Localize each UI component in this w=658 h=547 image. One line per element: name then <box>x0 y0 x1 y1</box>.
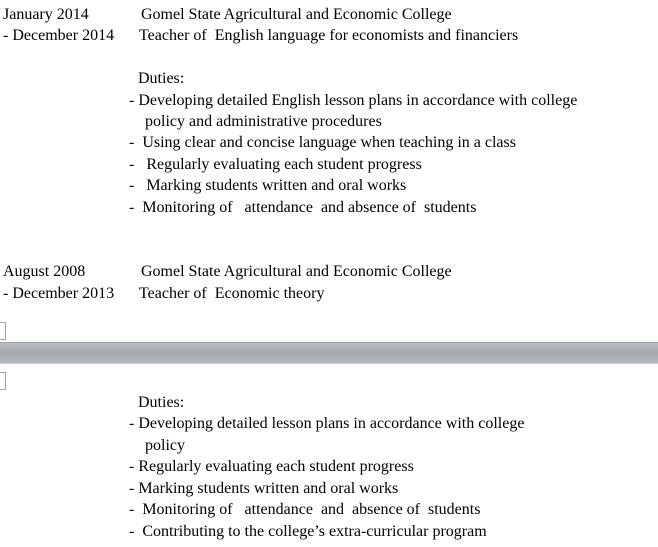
job-2-duty: - Developing detailed lesson plans in accordance with college <box>129 415 525 432</box>
job-2-duty: policy <box>145 437 185 454</box>
job-2-duty: - Monitoring of attendance and absence of students <box>129 501 481 518</box>
job-1-start-date: January 2014 <box>3 6 89 23</box>
job-2-duty: - Marking students written and oral works <box>129 480 399 497</box>
job-2-position: Teacher of Economic theory <box>139 285 325 302</box>
job-1-duty: - Using clear and concise language when teaching in a class <box>129 134 516 151</box>
job-1-position: Teacher of English language for economists and financiers <box>139 27 519 44</box>
job-2-end-date: - December 2013 <box>3 285 115 302</box>
job-1-duty: - Monitoring of attendance and absence of students <box>129 199 477 216</box>
job-1-duty: - Regularly evaluating each student progress <box>129 156 422 173</box>
job-1-end-date: - December 2014 <box>3 27 115 44</box>
job-2-duties-heading: Duties: <box>138 394 185 411</box>
job-2-college: Gomel State Agricultural and Economic College <box>141 263 452 280</box>
job-1-duty: - Marking students written and oral works <box>129 177 407 194</box>
page-corner-mark <box>0 372 6 390</box>
job-1-duty: - Developing detailed English lesson plans in accordance with college <box>129 92 578 109</box>
job-2-duty: - Regularly evaluating each student progress <box>129 458 414 475</box>
page-break-separator <box>0 342 658 364</box>
job-2-duty: - Contributing to the college’s extra-curricular program <box>129 523 487 540</box>
job-2-start-date: August 2008 <box>3 263 86 280</box>
job-1-college: Gomel State Agricultural and Economic College <box>141 6 452 23</box>
job-1-duties-heading: Duties: <box>138 70 185 87</box>
page-corner-mark <box>0 322 6 340</box>
job-1-duty: policy and administrative procedures <box>145 113 382 130</box>
